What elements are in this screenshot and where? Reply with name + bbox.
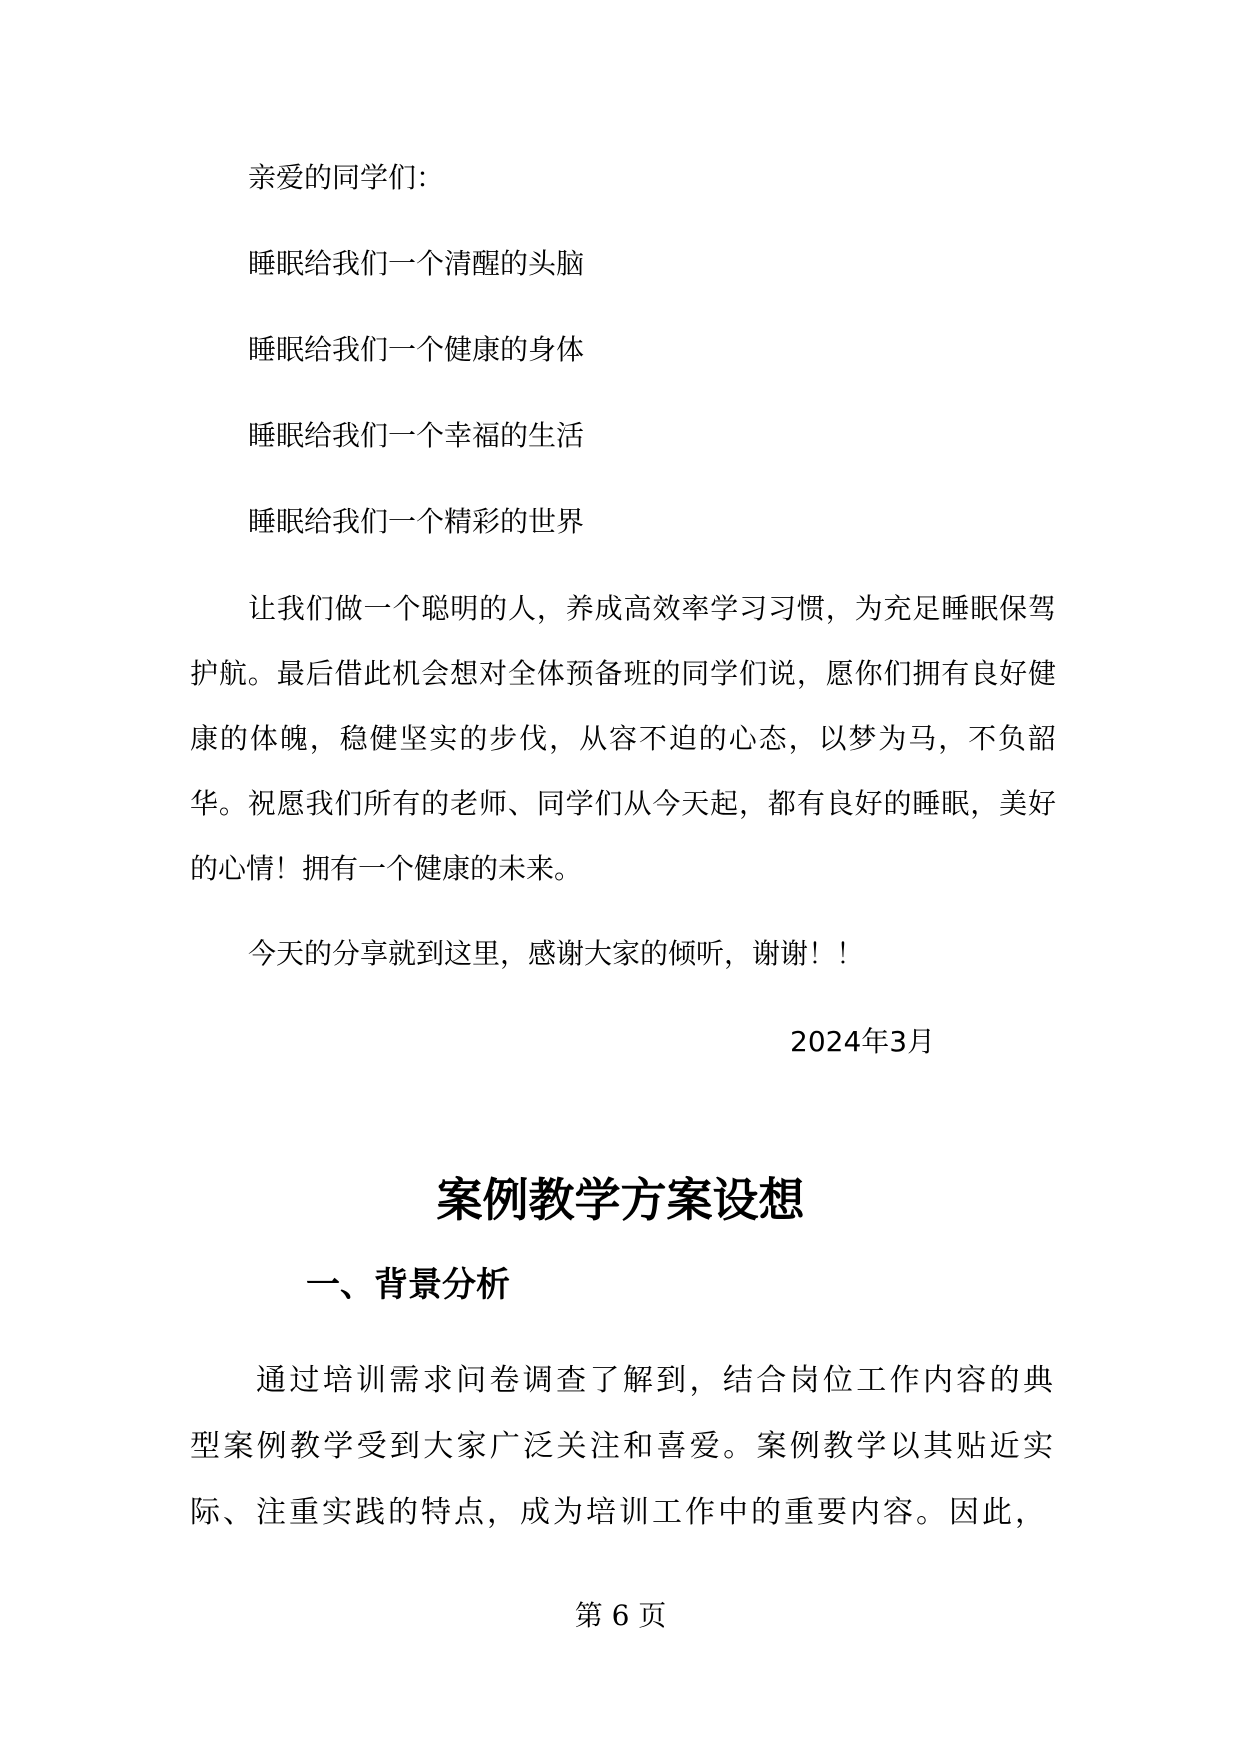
- letter-line-2: 睡眠给我们一个健康的身体: [248, 333, 585, 366]
- letter-greeting: 亲爱的同学们：: [248, 161, 445, 194]
- letter-line-3: 睡眠给我们一个幸福的生活: [248, 419, 585, 452]
- letter-body-paragraph: 让我们做一个聪明的人，养成高效率学习习惯，为充足睡眠保驾护航。最后借此机会想对全体预备班的同学们说，愿你们拥有良好健康的体魄，稳健坚实的步伐，从容不迫的心态，以梦为马，不负韶华。祝愿我们所有的老师、同学们从今天起，都有良好的睡眠，美好的心情！拥有一个健康的未来。: [190, 592, 1056, 885]
- section-subtitle: 一、背景分析: [306, 1265, 510, 1305]
- page-number: 第 6 页: [574, 1599, 667, 1632]
- letter-line-1: 睡眠给我们一个清醒的头脑: [248, 247, 585, 280]
- letter-closing: 今天的分享就到这里，感谢大家的倾听，谢谢！！: [248, 937, 865, 970]
- section-title: 案例教学方案设想: [436, 1173, 805, 1227]
- letter-date: 2024年3月: [790, 1025, 936, 1058]
- letter-line-4: 睡眠给我们一个精彩的世界: [248, 505, 585, 538]
- section-paragraph: 通过培训需求问卷调查了解到，结合岗位工作内容的典型案例教学受到大家广泛关注和喜爱。案例教学以其贴近实际、注重实践的特点，成为培训工作中的重要内容。因此，: [190, 1363, 1056, 1530]
